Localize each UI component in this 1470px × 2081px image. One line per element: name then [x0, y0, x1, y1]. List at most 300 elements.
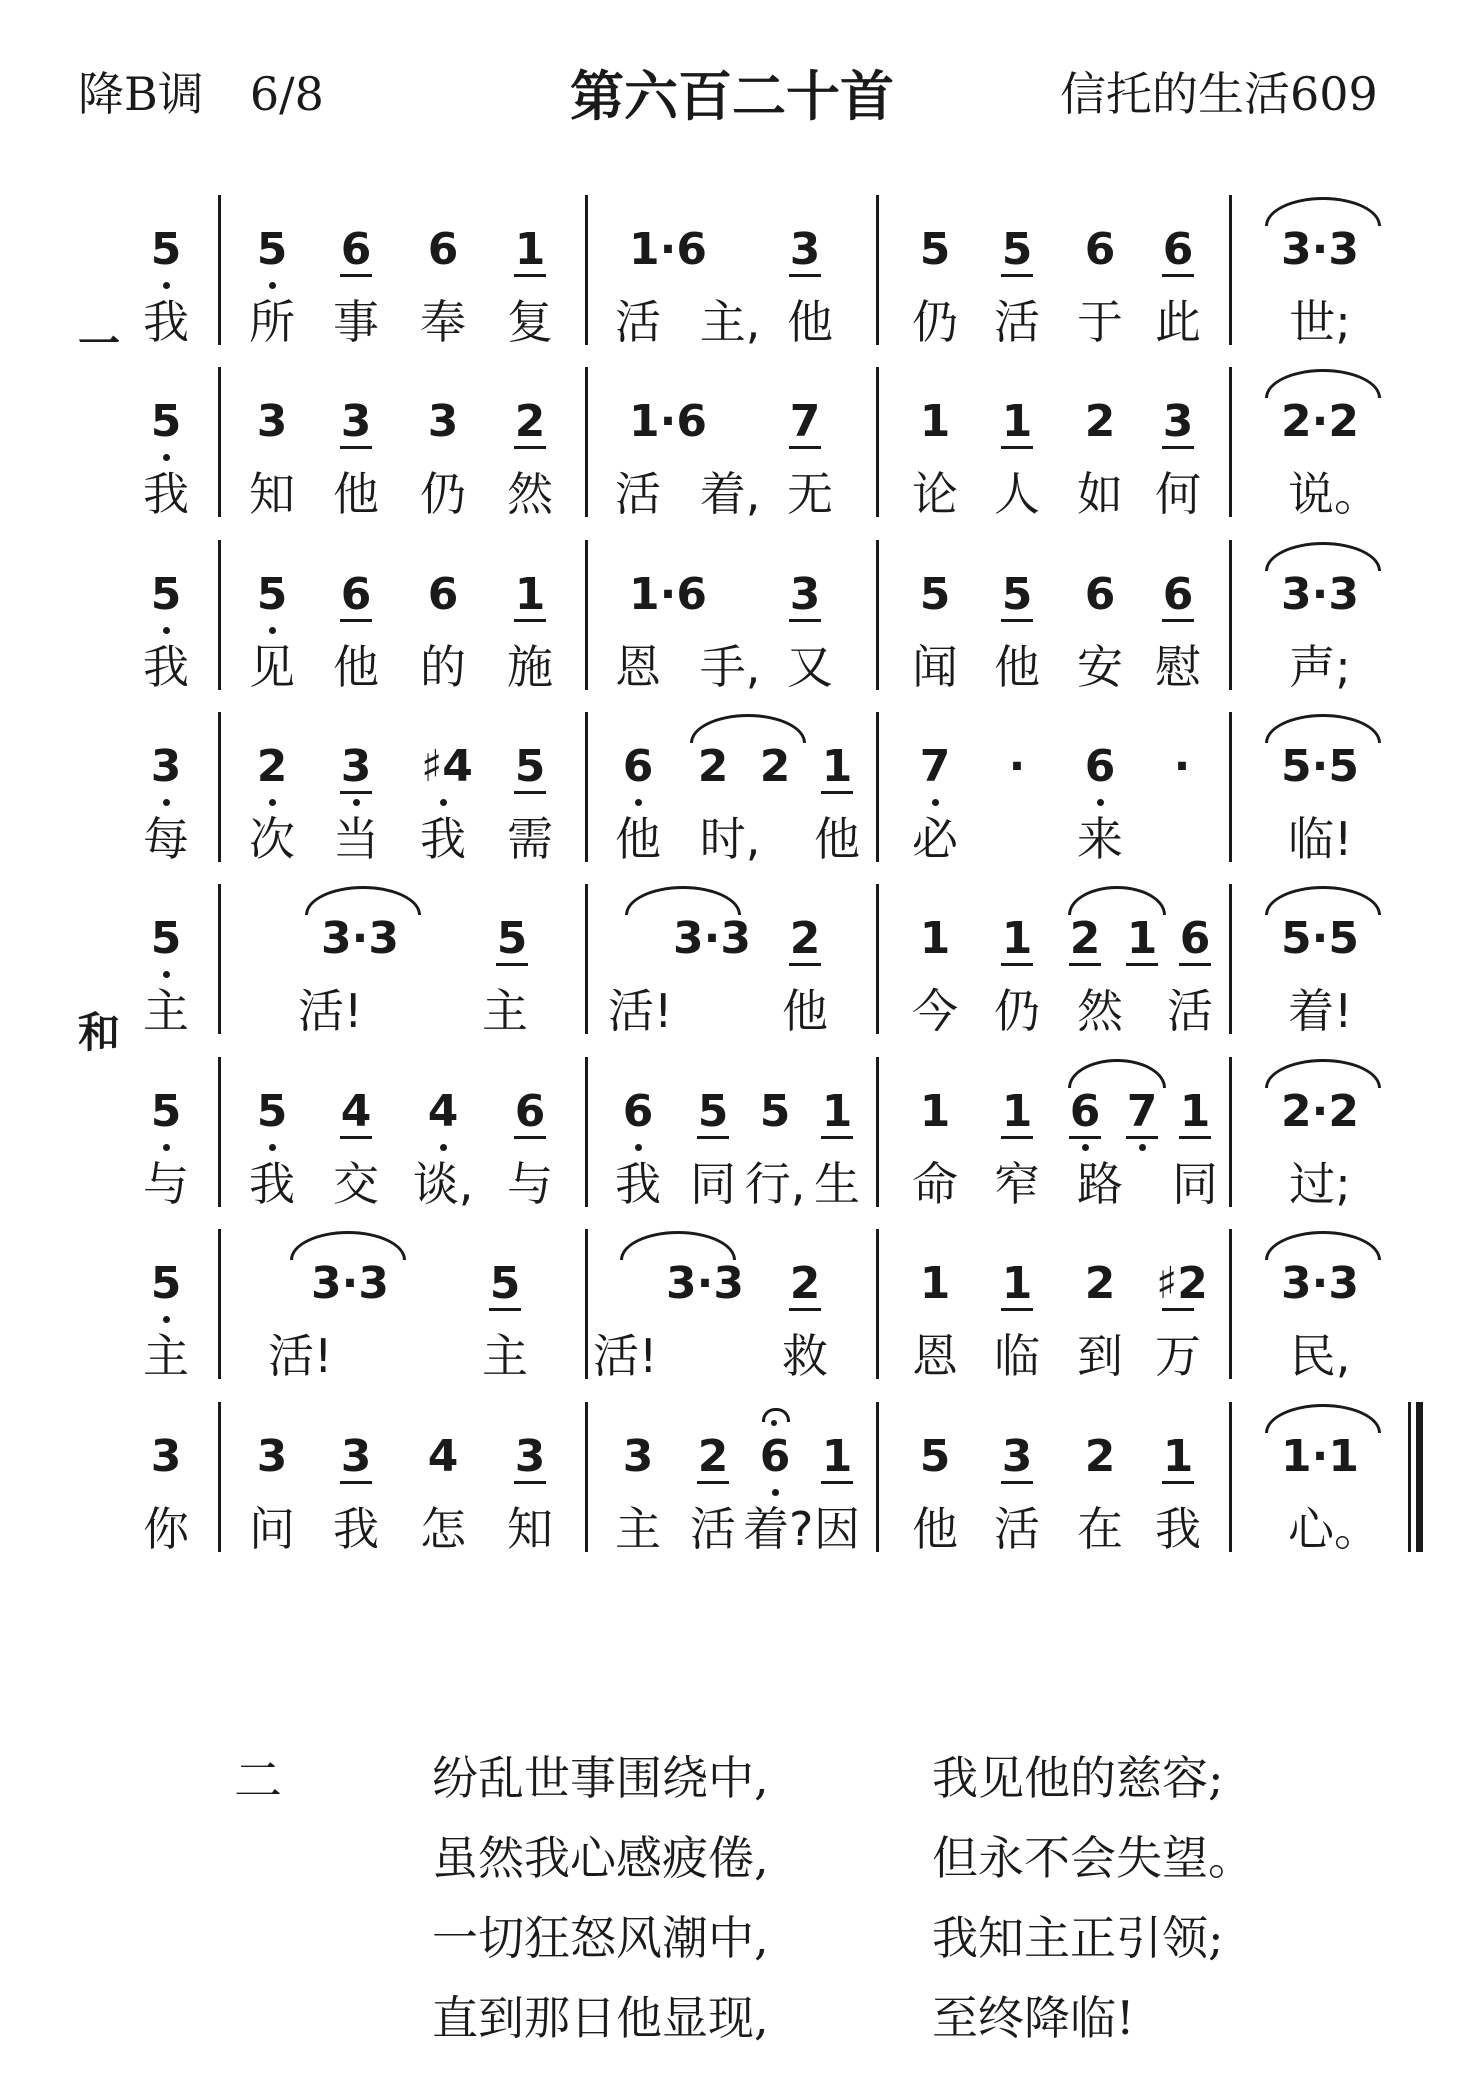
note: [753, 1432, 797, 1482]
barline: [876, 195, 879, 345]
note-value: 3: [514, 1431, 546, 1482]
lyric: 活: [615, 467, 661, 521]
note: [250, 742, 294, 792]
low-octave-dot: [269, 282, 276, 289]
note-value: 3: [1162, 396, 1194, 447]
note: [508, 225, 552, 275]
low-octave-dot: [1097, 799, 1104, 806]
note: [1260, 1087, 1380, 1137]
note: [913, 225, 957, 275]
note-value: 3: [427, 396, 459, 447]
low-octave-dot: [163, 627, 170, 634]
lyric: 与: [143, 1157, 189, 1211]
note-value: 3: [150, 1431, 182, 1482]
note: [913, 742, 957, 792]
note-underline: [496, 963, 528, 966]
note-value: 6: [340, 569, 372, 620]
tie-slur: [1265, 1231, 1381, 1260]
note-value: 7: [789, 396, 821, 447]
note-value: 5: [256, 569, 288, 620]
note-value: 3·3: [1281, 569, 1359, 620]
note-value: 2: [759, 741, 791, 792]
note: [783, 1259, 827, 1309]
note: [616, 742, 660, 792]
note-value: 6: [1162, 569, 1194, 620]
lyric: 我: [615, 1157, 661, 1211]
barline: [218, 367, 221, 517]
note-value: 6: [1084, 224, 1116, 275]
lyric: 他: [615, 812, 661, 866]
note-value: 4: [340, 1086, 372, 1137]
lyric: 主: [482, 984, 528, 1038]
note: [421, 1432, 465, 1482]
lyric: 施: [507, 640, 553, 694]
note: [783, 397, 827, 447]
note-value: 6: [514, 1086, 546, 1137]
note-underline: [1162, 1481, 1194, 1484]
note: [1120, 1087, 1164, 1137]
note: [1156, 397, 1200, 447]
note: [1260, 914, 1380, 964]
barline: [585, 367, 588, 517]
lyric: 同: [1172, 1157, 1218, 1211]
note-underline: [1162, 1308, 1194, 1311]
note-value: 5: [1001, 224, 1033, 275]
note-underline: [514, 446, 546, 449]
note-value: 3: [340, 1431, 372, 1482]
note-value: 3·3: [673, 913, 751, 964]
note: [421, 397, 465, 447]
note-value: 1: [514, 569, 546, 620]
verse-2-line-4a: 直到那日他显现,: [432, 1991, 769, 2045]
note: [691, 1432, 735, 1482]
note-value: 6: [340, 224, 372, 275]
note: [490, 914, 534, 964]
tie-slur: [1265, 542, 1381, 571]
note-value: 3·3: [666, 1258, 744, 1309]
barline: [218, 884, 221, 1034]
lyric: 论: [912, 467, 958, 521]
lyric: 着,: [699, 467, 761, 521]
note-value: 5: [256, 224, 288, 275]
lyric: 他: [333, 640, 379, 694]
barline: [1229, 884, 1232, 1034]
note-underline: [340, 1136, 372, 1139]
lyric: 时,: [699, 812, 761, 866]
note: [144, 914, 188, 964]
lyric: 生: [814, 1157, 860, 1211]
note-value: 1: [1001, 1086, 1033, 1137]
note: [691, 742, 735, 792]
barline: [1229, 540, 1232, 690]
note-underline: [821, 1136, 853, 1139]
note-value: 2: [1084, 1431, 1116, 1482]
note-underline: [789, 963, 821, 966]
note: [508, 570, 552, 620]
note: [995, 1432, 1039, 1482]
lyric: 活: [690, 1502, 736, 1556]
note-underline: [1001, 963, 1033, 966]
note-value: 1: [1001, 396, 1033, 447]
barline: [1229, 1229, 1232, 1379]
note-underline: [1069, 1136, 1101, 1139]
note-value: 3: [789, 569, 821, 620]
low-octave-dot: [269, 1144, 276, 1151]
note-underline: [789, 446, 821, 449]
lyric: 仍: [994, 984, 1040, 1038]
note-value: 6: [622, 741, 654, 792]
note-value: 5: [150, 913, 182, 964]
lyric: 路: [1077, 1157, 1123, 1211]
verse-2-line-3a: 一切狂怒风潮中,: [432, 1911, 769, 1965]
note: [608, 397, 728, 447]
tie-slur: [620, 1231, 736, 1260]
note: [144, 1087, 188, 1137]
lyric: 问: [249, 1502, 295, 1556]
note: [300, 914, 420, 964]
barline: [876, 540, 879, 690]
note-value: 2: [697, 741, 729, 792]
verse-2-line-2b: 但永不会失望。: [932, 1831, 1254, 1885]
low-octave-dot: [635, 799, 642, 806]
note-value: 1·6: [629, 224, 707, 275]
note: [334, 1432, 378, 1482]
note: [1078, 1432, 1122, 1482]
barline: [1229, 195, 1232, 345]
note-value: 6: [427, 224, 459, 275]
note: [753, 1087, 797, 1137]
note: [995, 914, 1039, 964]
lyric: 因: [814, 1502, 860, 1556]
tie-slur: [1068, 886, 1166, 915]
note-underline: [697, 1481, 729, 1484]
note-underline: [1162, 446, 1194, 449]
lyric: 仍: [912, 295, 958, 349]
note: [508, 397, 552, 447]
lyric: 所: [249, 295, 295, 349]
note-value: 5: [697, 1086, 729, 1137]
note: [1078, 570, 1122, 620]
note-value: 1: [1001, 913, 1033, 964]
verse-2-line-2a: 虽然我心感疲倦,: [432, 1831, 769, 1885]
lyric: 命: [912, 1157, 958, 1211]
lyric: 临: [994, 1329, 1040, 1383]
fermata-dot: [771, 1420, 777, 1426]
note-value: 1·1: [1281, 1431, 1359, 1482]
lyric: 然: [507, 467, 553, 521]
barline: [876, 712, 879, 862]
note-underline: [340, 619, 372, 622]
note: [483, 1259, 527, 1309]
note-value: 3·3: [321, 913, 399, 964]
lyric: 活: [994, 1502, 1040, 1556]
tie-slur: [1068, 1059, 1166, 1088]
note-value: 2: [697, 1431, 729, 1482]
verse-1-label: 一: [78, 319, 121, 368]
note: [144, 1432, 188, 1482]
barline: [585, 1057, 588, 1207]
note-value: 1: [919, 396, 951, 447]
note: [334, 1087, 378, 1137]
note-underline: [340, 446, 372, 449]
note-value: 6: [1179, 913, 1211, 964]
note-value: 1: [919, 1086, 951, 1137]
lyric: 每: [143, 812, 189, 866]
note-value: 5: [759, 1086, 791, 1137]
note-value: 5: [150, 569, 182, 620]
low-octave-dot: [440, 799, 447, 806]
note: [334, 570, 378, 620]
note-value: 2: [1084, 396, 1116, 447]
lyric: 主,: [699, 295, 761, 349]
lyric: 着!: [1288, 984, 1353, 1038]
note: [815, 742, 859, 792]
low-octave-dot: [163, 282, 170, 289]
note-value: 2: [789, 913, 821, 964]
note: [691, 1087, 735, 1137]
lyric: 主: [482, 1329, 528, 1383]
note-value: 4: [427, 1431, 459, 1482]
note-underline: [1069, 963, 1101, 966]
tie-slur: [690, 714, 806, 743]
note-underline: [489, 1308, 521, 1311]
note-underline: [1001, 619, 1033, 622]
note-underline: [1162, 619, 1194, 622]
barline: [876, 1229, 879, 1379]
note-value: 5: [150, 1258, 182, 1309]
lyric: 他: [912, 1502, 958, 1556]
barline: [218, 1057, 221, 1207]
barline: [585, 712, 588, 862]
note: [616, 1087, 660, 1137]
note-value: 5: [256, 1086, 288, 1137]
hymn-subtitle: 信托的生活609: [1060, 67, 1378, 121]
note-value: 2: [1069, 913, 1101, 964]
lyric: 民,: [1289, 1329, 1351, 1383]
note-value: 1: [821, 1431, 853, 1482]
lyric: 此: [1155, 295, 1201, 349]
lyric: 声;: [1289, 640, 1351, 694]
note-value: 5: [919, 1431, 951, 1482]
lyric: 与: [507, 1157, 553, 1211]
note-value: 1: [919, 1258, 951, 1309]
note: [1063, 1087, 1107, 1137]
note-value: 1: [821, 741, 853, 792]
lyric: 世;: [1289, 295, 1351, 349]
note: [144, 225, 188, 275]
low-octave-dot: [440, 1144, 447, 1151]
low-octave-dot: [163, 1144, 170, 1151]
note-underline: [1126, 1136, 1158, 1139]
lyric: 他: [333, 467, 379, 521]
note: [1260, 1259, 1380, 1309]
verse-2-line-4b: 至终降临!: [932, 1991, 1135, 2045]
note: [250, 1432, 294, 1482]
note-underline: [789, 1308, 821, 1311]
lyric: 心。: [1288, 1502, 1380, 1556]
barline: [218, 195, 221, 345]
barline: [218, 1402, 221, 1552]
lyric: 他: [787, 295, 833, 349]
lyric: 主: [143, 1329, 189, 1383]
note-value: 2·2: [1281, 1086, 1359, 1137]
note-underline: [514, 1481, 546, 1484]
note-value: 1: [919, 913, 951, 964]
note: [508, 1432, 552, 1482]
note: [783, 914, 827, 964]
note-underline: [1001, 1308, 1033, 1311]
barline: [585, 1402, 588, 1552]
note-value: 5: [150, 1086, 182, 1137]
tie-slur: [1265, 1404, 1381, 1433]
tie-slur: [1265, 369, 1381, 398]
note-value: 1·6: [629, 396, 707, 447]
barline: [585, 195, 588, 345]
note: [995, 570, 1039, 620]
note-value: ·: [1173, 741, 1191, 792]
lyric: 当: [333, 812, 379, 866]
note-value: 5·5: [1281, 913, 1359, 964]
lyric: 我: [143, 640, 189, 694]
lyric: 行,: [744, 1157, 806, 1211]
note: [421, 1087, 465, 1137]
barline: [1229, 367, 1232, 517]
note: [250, 397, 294, 447]
note-value: 6: [1084, 741, 1116, 792]
lyric: 我: [249, 1157, 295, 1211]
barline: [585, 884, 588, 1034]
note-value: 5·5: [1281, 741, 1359, 792]
note-value: 6: [427, 569, 459, 620]
tie-slur: [1265, 714, 1381, 743]
lyric: 如: [1077, 467, 1123, 521]
note-underline: [1001, 274, 1033, 277]
lyric: 怎: [420, 1502, 466, 1556]
note: [995, 1087, 1039, 1137]
low-octave-dot: [163, 454, 170, 461]
note: [1156, 225, 1200, 275]
low-octave-dot: [772, 1489, 779, 1496]
note: [421, 741, 473, 792]
lyric: 活!: [593, 1329, 658, 1383]
lyric: 他: [994, 640, 1040, 694]
lyric: 活!: [608, 984, 673, 1038]
lyric: 说。: [1288, 467, 1380, 521]
low-octave-dot: [269, 627, 276, 634]
lyric: 于: [1077, 295, 1123, 349]
lyric: 我: [333, 1502, 379, 1556]
note-value: ♯2: [1156, 1258, 1208, 1309]
note: [995, 225, 1039, 275]
note: [1173, 1087, 1217, 1137]
note-underline: [821, 791, 853, 794]
note-value: 6: [1162, 224, 1194, 275]
note: [913, 1087, 957, 1137]
low-octave-dot: [163, 971, 170, 978]
tie-slur: [1265, 1059, 1381, 1088]
note-underline: [340, 791, 372, 794]
lyric: 今: [912, 984, 958, 1038]
tie-slur: [1265, 886, 1381, 915]
note-value: ·: [1008, 741, 1026, 792]
tie-slur: [305, 886, 421, 915]
note-underline: [1126, 963, 1158, 966]
barline: [218, 540, 221, 690]
note: [1063, 914, 1107, 964]
barline: [876, 1057, 879, 1207]
barline: [218, 712, 221, 862]
note: [913, 1259, 957, 1309]
note-underline: [514, 791, 546, 794]
note-value: 6: [622, 1086, 654, 1137]
note-underline: [789, 274, 821, 277]
lyric: 救: [782, 1329, 828, 1383]
low-octave-dot: [163, 1316, 170, 1323]
note-underline: [1001, 1136, 1033, 1139]
note-value: 5: [150, 224, 182, 275]
note: [1260, 397, 1380, 447]
key-label: 降B调: [78, 67, 204, 121]
note-value: 7: [919, 741, 951, 792]
note: [334, 225, 378, 275]
note: [913, 914, 957, 964]
note: [783, 570, 827, 620]
note-value: 3·3: [1281, 224, 1359, 275]
note: [1160, 742, 1204, 792]
lyric: 我: [143, 467, 189, 521]
note-underline: [1001, 1481, 1033, 1484]
barline: [585, 1229, 588, 1379]
note-value: ♯4: [421, 741, 473, 792]
note-underline: [514, 1136, 546, 1139]
lyric: 安: [1077, 640, 1123, 694]
barline: [1229, 1402, 1232, 1552]
barline: [585, 540, 588, 690]
note-value: 5: [1001, 569, 1033, 620]
note: [508, 742, 552, 792]
lyric: 必: [912, 812, 958, 866]
lyric: 恩: [615, 640, 661, 694]
note: [913, 570, 957, 620]
note: [250, 570, 294, 620]
note: [913, 1432, 957, 1482]
note-underline: [821, 1481, 853, 1484]
note: [616, 1432, 660, 1482]
lyric: 仍: [420, 467, 466, 521]
note-value: 3·3: [1281, 1258, 1359, 1309]
note-value: 6: [759, 1431, 791, 1482]
note-value: 2: [514, 396, 546, 447]
note-value: 3: [340, 741, 372, 792]
note: [144, 1259, 188, 1309]
lyric: 需: [507, 812, 553, 866]
note: [1156, 570, 1200, 620]
lyric: 主: [615, 1502, 661, 1556]
lyric: 手,: [699, 640, 761, 694]
note: [508, 1087, 552, 1137]
note-underline: [340, 1481, 372, 1484]
note-value: 4: [427, 1086, 459, 1137]
note-value: 5: [919, 224, 951, 275]
lyric: 我: [143, 295, 189, 349]
lyric: 交: [333, 1157, 379, 1211]
note-value: 5: [150, 396, 182, 447]
low-octave-dot: [932, 799, 939, 806]
note: [250, 225, 294, 275]
tie-slur: [290, 1231, 406, 1260]
note-value: 2: [1084, 1258, 1116, 1309]
lyric: 活: [1167, 984, 1213, 1038]
